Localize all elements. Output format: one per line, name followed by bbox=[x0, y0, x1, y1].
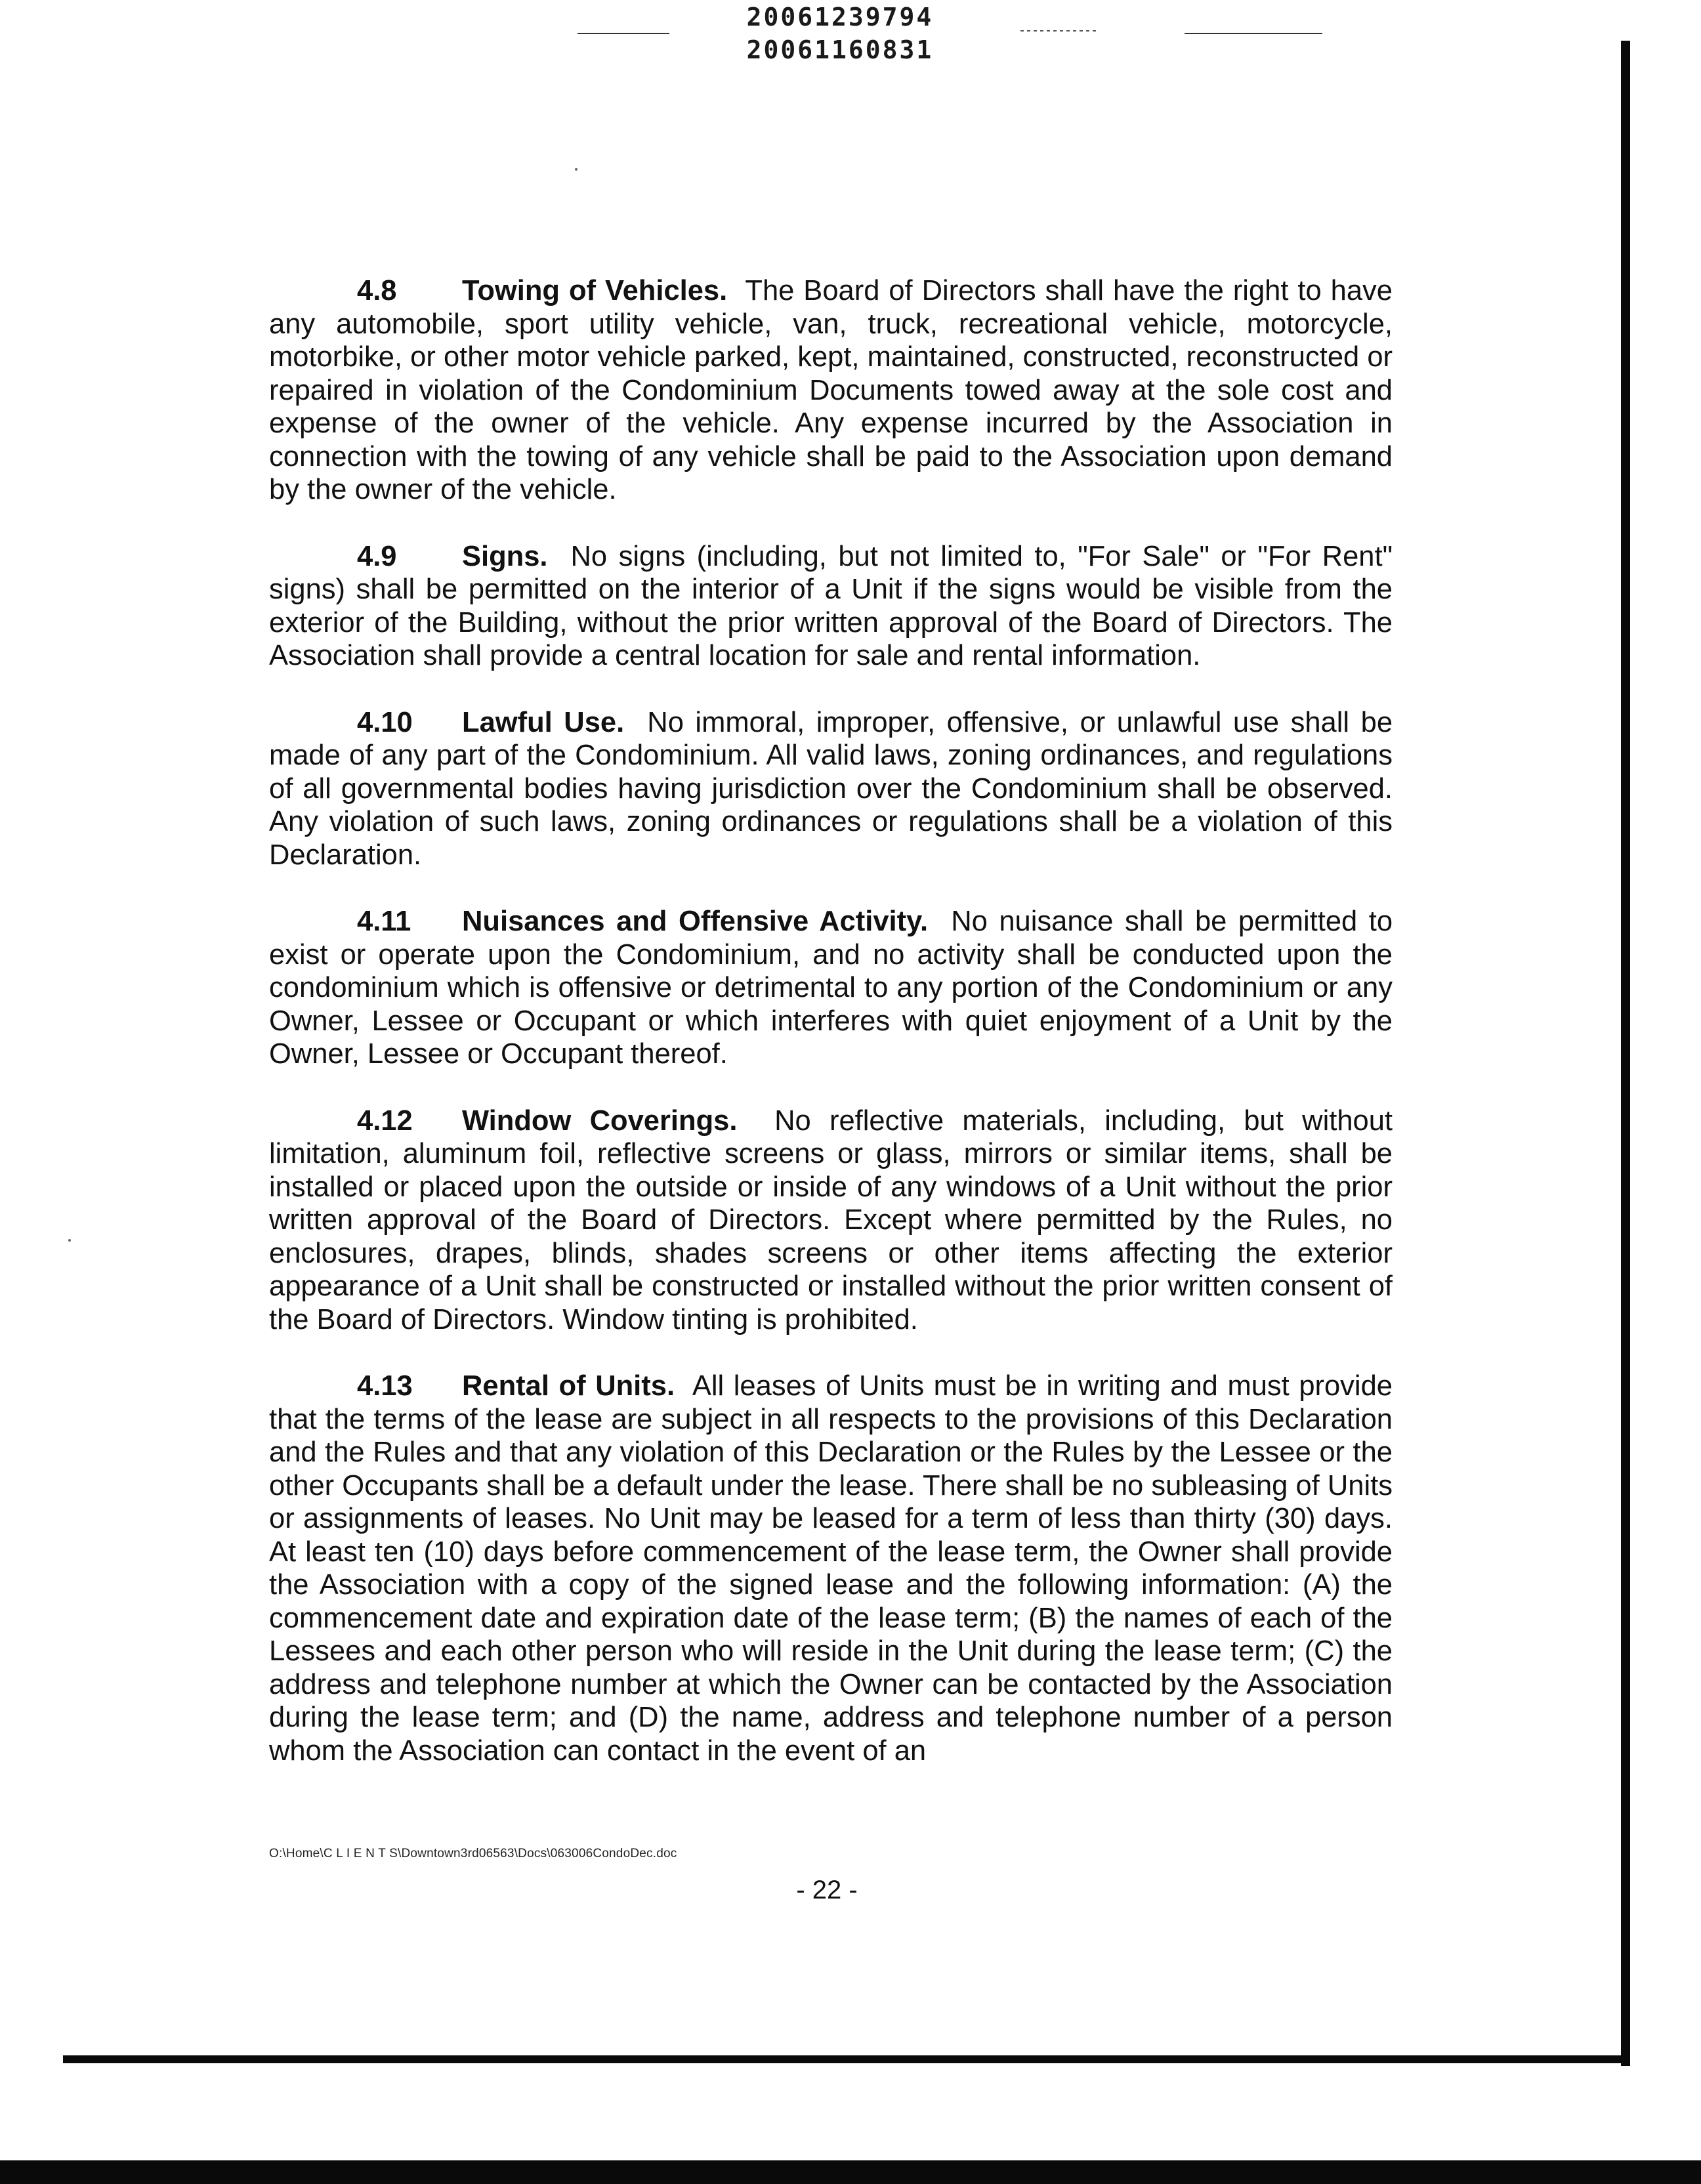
stamp-underline-right bbox=[1185, 33, 1322, 34]
section-number: 4.11 bbox=[357, 906, 411, 937]
recording-number-2: 20061160831 bbox=[746, 35, 934, 64]
section-4-9 bbox=[269, 540, 1393, 673]
section-text: No signs (including, but not limited to, "For Sale" or "For Rent" signs) shall be permitted on the interior of a Unit if the signs would be visible from the exterior of the Building, without the prior written approval of the Board of Directors. The Association shall provide a central location for sale and rental information. bbox=[269, 540, 1393, 671]
section-text: The Board of Directors shall have the right to have any automobile, sport utility vehicle, van, truck, recreational vehicle, motorcycle, motorbike, or other motor vehicle parked, kept, maintained, constructed, reconstructed or repaired in violation of the Condominium Documents towed away at the sole cost and expense of the owner of the vehicle. Any expense incurred by the Association in connection with the towing of any vehicle shall be paid to the Association upon demand by the owner of the vehicle. bbox=[269, 275, 1393, 505]
section-4-13 bbox=[269, 1370, 1393, 1767]
scan-border-bottom bbox=[63, 2055, 1630, 2063]
section-number: 4.9 bbox=[357, 540, 397, 572]
section-number: 4.12 bbox=[357, 1104, 413, 1137]
section-title: Signs. bbox=[462, 540, 548, 572]
section-title: Window Coverings. bbox=[462, 1104, 738, 1137]
declaration-body bbox=[269, 274, 1393, 1801]
stamp-underline-left bbox=[578, 33, 669, 34]
section-text: No reflective materials, including, but without limitation, aluminum foil, reflective screens or glass, mirrors or similar items, shall be installed or placed upon the outside or inside of any windows of a Unit without the prior written approval of the Board of Directors. Except where permitted by the Rules, no enclosures, drapes, blinds, shades screens or other items affecting the exterior appearance of a Unit shall be constructed or installed without the prior written consent of the Board of Directors. Window tinting is prohibited. bbox=[269, 1104, 1393, 1335]
scan-speck bbox=[68, 1239, 71, 1242]
section-4-12 bbox=[269, 1104, 1393, 1337]
section-title: Towing of Vehicles. bbox=[462, 275, 728, 306]
stamp-dots-mid bbox=[1020, 30, 1099, 32]
scan-border-right bbox=[1621, 41, 1630, 2066]
section-text: All leases of Units must be in writing and must provide that the terms of the lease are subject in all respects to the provisions of this Declaration and the Rules and that any violation of this Declaration or the Rules by the Lessee or the other Occupants shall be a default under the lease. There shall be no subleasing of Units or assignments of leases. No Unit may be leased for a term of less than thirty (30) days. At least ten (10) days before commencement of the lease term, the Owner shall provide the Association with a copy of the signed lease and the following information: (A) the commencement date and expiration date of the lease term; (B) the names of each of the Lessees and each other person who will reside in the Unit during the lease term; (C) the address and telephone number at which the Owner can be contacted by the Association during the lease term; and (D) the name, address and telephone number of a person whom the Association can contact in the event of an bbox=[269, 1370, 1393, 1767]
section-number: 4.10 bbox=[357, 706, 413, 738]
section-number: 4.13 bbox=[357, 1370, 413, 1402]
section-text: No nuisance shall be permitted to exist or operate upon the Condominium, and no activity shall be conducted upon the condominium which is offensive or detrimental to any portion of the Condominium or any Owner, Lessee or Occupant or which interferes with quiet enjoyment of a Unit by the Owner, Lessee or Occupant thereof. bbox=[269, 906, 1393, 1070]
section-title: Nuisances and Offensive Activity. bbox=[462, 906, 929, 937]
document-file-path: O:\Home\C L I E N T S\Downtown3rd06563\Docs\063006CondoDec.doc bbox=[269, 1847, 677, 1860]
recording-number-1: 20061239794 bbox=[746, 3, 934, 32]
section-text: No immoral, improper, offensive, or unlawful use shall be made of any part of the Condominium. All valid laws, zoning ordinances, and regulations of all governmental bodies having jurisdiction over the Condominium shall be observed. Any violation of such laws, zoning ordinances or regulations shall be a violation of this Declaration. bbox=[269, 706, 1393, 871]
section-4-8 bbox=[269, 274, 1393, 507]
section-4-11 bbox=[269, 905, 1393, 1071]
section-title: Lawful Use. bbox=[462, 706, 625, 738]
section-title: Rental of Units. bbox=[462, 1370, 675, 1402]
page-number: - 22 - bbox=[796, 1876, 858, 1904]
section-number: 4.8 bbox=[357, 275, 397, 306]
scan-speck bbox=[575, 168, 578, 171]
section-4-10 bbox=[269, 706, 1393, 872]
scan-bottom-edge bbox=[0, 2160, 1701, 2184]
